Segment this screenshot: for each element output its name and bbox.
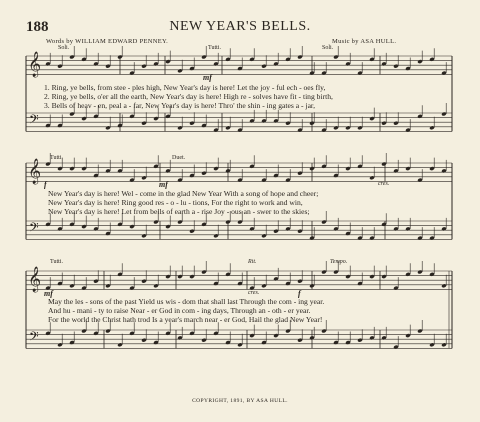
system1-lyric-verse2: 2. Ring, ye bells, o'er all the earth, New Year's day is here! High re - solves have fit - ting birth, [44, 92, 333, 101]
system3-dynamic-mf: mf [44, 289, 53, 298]
system3-mark-tutti: Tutti. [50, 259, 63, 265]
system2-mark-tutti: Tutti. [50, 155, 63, 161]
system1-dynamic-mf: mf [203, 73, 212, 82]
system2-bass-clef: 𝄢 [29, 220, 39, 238]
system3-lyric-verse2: And hu - mani - ty to raise Near - er God in com - ing days, Through an - oth - er year. [48, 306, 311, 315]
page-number: 188 [26, 19, 49, 35]
system2-dynamic-cres: cres. [378, 181, 390, 187]
system2-mark-duet: Duet. [172, 155, 186, 161]
system3-mark-rit: Rit. [248, 259, 257, 265]
system2-dynamic-mf: mf [159, 180, 168, 189]
system3-treble-clef: 𝄞 [28, 267, 42, 292]
system3-bass-clef: 𝄢 [29, 329, 39, 347]
system2-dynamic-f: f [44, 180, 47, 189]
system3-dynamic-cres: cres. [248, 290, 260, 296]
words-credit: Words by WILLIAM EDWARD PENNEY. [46, 38, 169, 45]
system3-mark-tempo: Tempo. [330, 259, 348, 265]
system1-lyric-verse1: 1. Ring, ye bells, from stee - ples high, New Year's day is here! Let the joy - ful ech - oes fly, [44, 83, 326, 92]
system3-lyric-verse1: May the les - sons of the past Yield us wis - dom that shall last Through the com - ing year. [48, 297, 325, 306]
system3-dynamic-f: f [298, 289, 301, 298]
system2-treble-clef: 𝄞 [28, 159, 42, 184]
system1-treble-clef: 𝄞 [28, 52, 42, 77]
system2-lyric-verse1: New Year's day is here! Wel - come in the glad New Year With a song of hope and cheer; [48, 189, 319, 198]
system2-lyric-verse2: New Year's day is here! Ring good res - o - lu - tions, For the right to work and win, [48, 198, 303, 207]
system2-lyric-verse3: New Year's day is here! Let from bells of earth a - rise Joy - ous an - swer to the skies; [48, 207, 310, 216]
system1-mark-soli-2: Soli. [322, 45, 334, 51]
system3-lyric-verse3: For the world the Christ hath trod Is a year's march near - er God, Hail the glad New Year! [48, 315, 323, 324]
system1-lyric-verse3: 3. Bells of heav - en, peal a - far, New Year's day is here! Thro' the shin - ing gates a - jar, [44, 101, 316, 110]
system1-mark-soli: Soli. [58, 45, 70, 51]
system1-bass-clef: 𝄢 [29, 112, 39, 130]
hymn-title: NEW YEAR'S BELLS. [169, 19, 311, 34]
copyright-notice: COPYRIGHT, 1891, BY ASA HULL. [192, 398, 288, 404]
system1-mark-tutti: Tutti. [208, 45, 221, 51]
music-credit: Music by ASA HULL. [332, 38, 397, 45]
